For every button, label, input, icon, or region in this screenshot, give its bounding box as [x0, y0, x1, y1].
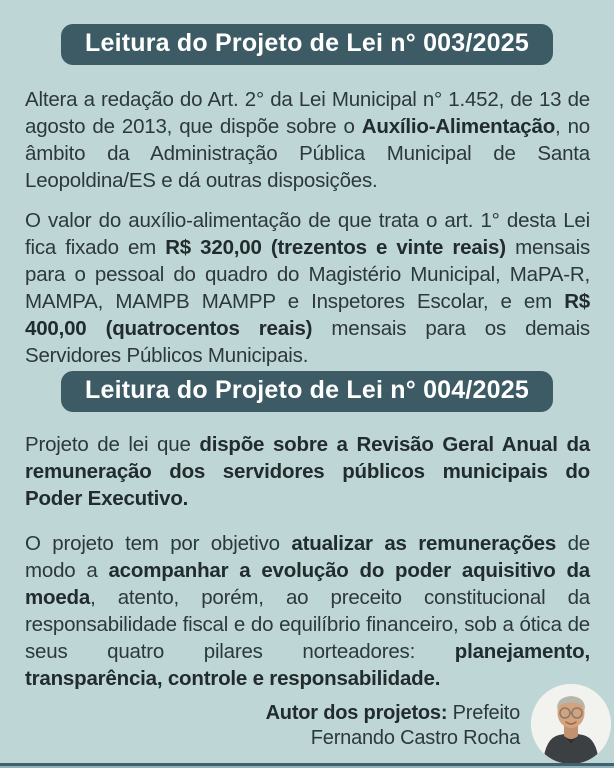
author-credit [266, 701, 520, 751]
section-2-paragraph-2: O projeto tem por objetivo atualizar as remunerações de modo a acompanhar a evolução do poder aquisitivo da moeda, atento, porém, ao preceito constitucional da responsabilidade fiscal e do equilíbrio financeiro, sob a ótica de seus quatro pilares norteadores: planejamento, transparência, controle e responsabilidade. [25, 532, 590, 690]
section-1-badge-row [0, 24, 614, 65]
author-credit-line-2: Fernando Castro Rocha [310, 727, 520, 749]
mayor-photo-avatar [531, 684, 611, 764]
section-2-paragraph-1: Projeto de lei que dispõe sobre a Revisão Geral Anual da remuneração dos servidores públicos municipais do Poder Executivo. [25, 433, 590, 510]
section-2-badge-row [0, 371, 614, 412]
section-1-paragraph-1: Altera a redação do Art. 2° da Lei Municipal n° 1.452, de 13 de agosto de 2013, que dispõe sobre o Auxílio-Alimentação, no âmbito da Administração Pública Municipal de Santa Leopoldina/ES e dá outras disposições. [25, 88, 590, 192]
section-1-title-badge: Leitura do Projeto de Lei n° 003/2025 [61, 24, 553, 65]
section-1-paragraph-2: O valor do auxílio-alimentação de que trata o art. 1° desta Lei fica fixado em R$ 320,00 (trezentos e vinte reais) mensais para o pessoal do quadro do Magistério Municipal, MaPA-R, MAMPA, MAMPB MAMPP e Inspetores Escolar, e em R$ 400,00 (quatrocentos reais) mensais para os demais Servidores Públicos Municipais. [25, 209, 590, 367]
person-portrait-icon [531, 684, 611, 764]
section-2-title-badge: Leitura do Projeto de Lei n° 004/2025 [61, 371, 553, 412]
author-credit-line-1: Autor dos projetos: Prefeito [265, 702, 520, 724]
